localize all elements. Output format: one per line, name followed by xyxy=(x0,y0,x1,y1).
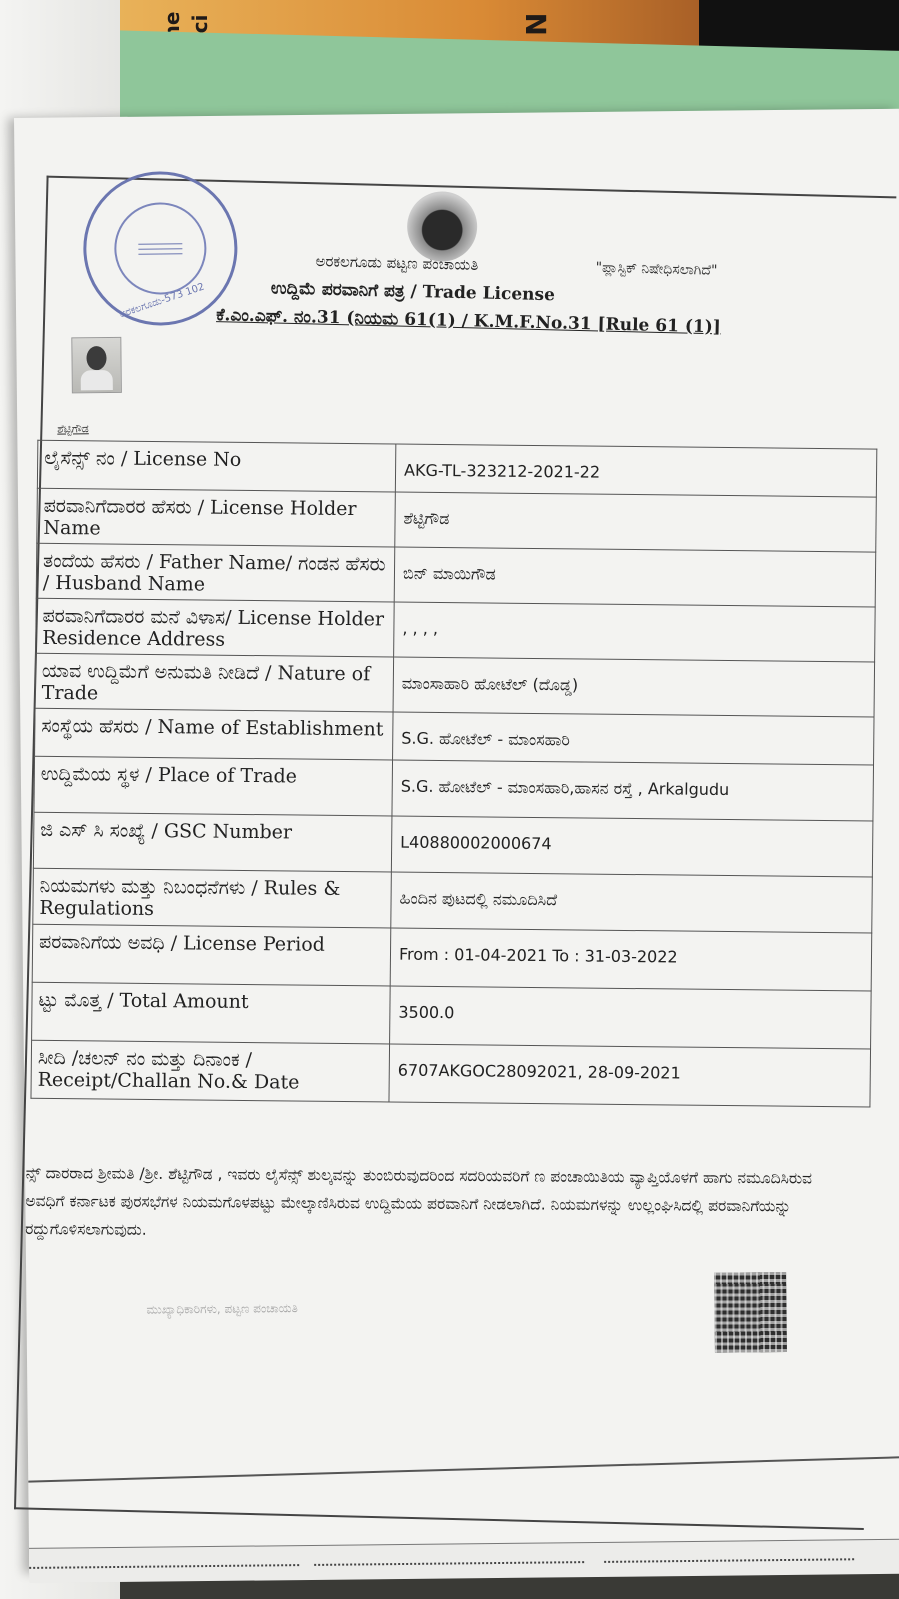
receipt-value: 6707AKGOC28092021, 28-09-2021 xyxy=(389,1044,871,1107)
signature-block: ಮುಖ್ಯಾಧಿಕಾರಿಗಳು, ಪಟ್ಟಣ ಪಂಚಾಯತಿ xyxy=(146,1301,298,1317)
document-title: ಉದ್ದಿಮೆ ಪರವಾನಿಗೆ ಪತ್ರ / Trade License xyxy=(270,278,556,306)
place-of-trade-label: ಉದ್ದಿಮೆಯ ಸ್ಥಳ / Place of Trade xyxy=(34,756,393,816)
license-period-label: ಪರವಾನಿಗೆಯ ಅವಧಿ / License Period xyxy=(32,924,391,986)
place-of-trade-value: S.G. ಹೋಟೆಲ್ - ಮಾಂಸಹಾರಿ,ಹಾಸನ ರಸ್ತೆ , Arkalgudu xyxy=(392,760,874,821)
table-row xyxy=(34,756,874,821)
license-no-value: AKG-TL-323212-2021-22 xyxy=(395,444,876,497)
father-name-value: ಬಿನ್ ಮಾಯಿಗೌಡ xyxy=(394,547,876,607)
nature-of-trade-label: ಯಾವ ಉದ್ದಿಮೆಗೆ ಅನುಮತಿ ನೀಡಿದೆ / Nature of Trade xyxy=(35,653,394,712)
holder-name-label: ಪರವಾನಿಗೆದಾರರ ಹೆಸರು / License Holder Name xyxy=(37,488,396,547)
residence-address-value: , , , , xyxy=(394,602,876,662)
dotted-fields xyxy=(29,1539,899,1583)
plastic-ban-motto: "ಪ್ಲಾಸ್ಟಿಕ್ ನಿಷೇಧಿಸಲಾಗಿದೆ" xyxy=(595,259,718,279)
residence-address-label: ಪರವಾನಿಗೆದಾರರ ಮನೆ ವಿಳಾಸ/ License Holder Residence Address xyxy=(36,598,395,657)
total-amount-label: ಟ್ಟು ಮೊತ್ತ / Total Amount xyxy=(32,982,391,1044)
holder-name-value: ಶೆಟ್ಟಿಗೌಡ xyxy=(395,492,877,552)
table-row xyxy=(33,812,873,877)
photo-caption: ಶೆಟ್ಟಿಗೌಡ xyxy=(57,422,89,436)
establishment-name-label: ಸಂಸ್ಥೆಯ ಹೆಸರು / Name of Establishment xyxy=(35,708,393,760)
office-name: ಅರಕಲಗೂಡು ಪಟ್ಟಣ ಪಂಚಾಯತಿ xyxy=(315,252,479,274)
total-amount-value: 3500.0 xyxy=(390,986,872,1049)
seal-ring-text: ಅರಕಲಗೂಡು-573 102 xyxy=(117,281,206,321)
office-seal xyxy=(83,171,239,327)
declaration-text: ನ್ಸ್ ದಾರರಾದ ಶ್ರೀಮತಿ /ಶ್ರೀ. ಶೆಟ್ಟಿಗೌಡ , ಇವರು ಲೈಸೆನ್ಸ್ ಶುಲ್ಕವನ್ನು ತುಂಬಿರುವುದರಿಂದ ಸದರಿಯವರಿಗೆ ಣ ಪಂಚಾಯಿತಿಯ ವ್ಯಾಪ್ತಿಯೊಳಗೆ ಹಾಗು ನಮೂದಿಸಿರುವ ಅವಧಿಗೆ ಕರ್ನಾಟಕ ಪುರಸಭೆಗಳ ನಿಯಮಗೊಳಪಟ್ಟು ಮೇಲ್ಕಾಣಿಸಿರುವ ಉದ್ದಿಮೆಯ ಪರವಾನಿಗೆ ನೀಡಲಾಗಿದೆ. ನಿಯಮಗಳನ್ನು ಉಲ್ಲಂಘಿಸಿದಲ್ಲಿ ಪರವಾನಿಗೆಯನ್ನು ರದ್ದುಗೊಳಿಸಲಾಗುವುದು. xyxy=(25,1163,813,1239)
karnataka-emblem-icon xyxy=(407,191,478,262)
trade-license-document xyxy=(14,109,899,1573)
nature-of-trade-value: ಮಾಂಸಾಹಾರಿ ಹೋಟೆಲ್ (ದೊಡ್ಡ) xyxy=(393,657,875,717)
rules-value: ಹಿಂದಿನ ಪುಟದಲ್ಲಿ ನಮೂದಿಸಿದೆ xyxy=(391,872,873,933)
table-row xyxy=(37,440,876,497)
seal-inner xyxy=(114,202,207,295)
table-row xyxy=(36,543,876,607)
license-details-table xyxy=(30,440,877,1108)
rules-label: ನಿಯಮಗಳು ಮತ್ತು ನಿಬಂಧನೆಗಳು / Rules & Regulations xyxy=(33,868,392,928)
license-no-label: ಲೈಸೆನ್ಸ್ ನಂ / License No xyxy=(37,440,395,492)
table-row xyxy=(31,1040,871,1107)
license-period-value: From : 01-04-2021 To : 31-03-2022 xyxy=(390,928,872,991)
table-row xyxy=(37,488,877,552)
father-name-label: ತಂದೆಯ ಹೆಸರು / Father Name/ ಗಂಡನ ಹೆಸರು / Husband Name xyxy=(36,543,395,602)
table-row xyxy=(35,708,874,765)
rule-reference: ಕೆ.ಎಂ.ಎಫ್. ನಂ.31 (ನಿಯಮ 61(1) / K.M.F.No.31 [Rule 61 (1)] xyxy=(215,305,722,338)
receipt-label: ಸೀದಿ /ಚಲನ್ ನಂ ಮತ್ತು ದಿನಾಂಕ / Receipt/Challan No.& Date xyxy=(31,1040,390,1102)
table-row xyxy=(36,598,876,662)
gsc-number-value: L40880002000674 xyxy=(391,816,873,877)
table-row xyxy=(32,924,872,991)
qr-code-icon xyxy=(714,1272,787,1353)
table-row xyxy=(33,868,873,933)
table-row xyxy=(32,982,872,1049)
gsc-number-label: ಜಿ ಎಸ್ ಸಿ ಸಂಖ್ಯೆ / GSC Number xyxy=(33,812,392,872)
table-row xyxy=(35,653,875,717)
establishment-name-value: S.G. ಹೋಟೆಲ್ - ಮಾಂಸಹಾರಿ xyxy=(393,712,874,765)
holder-photo xyxy=(71,337,122,394)
